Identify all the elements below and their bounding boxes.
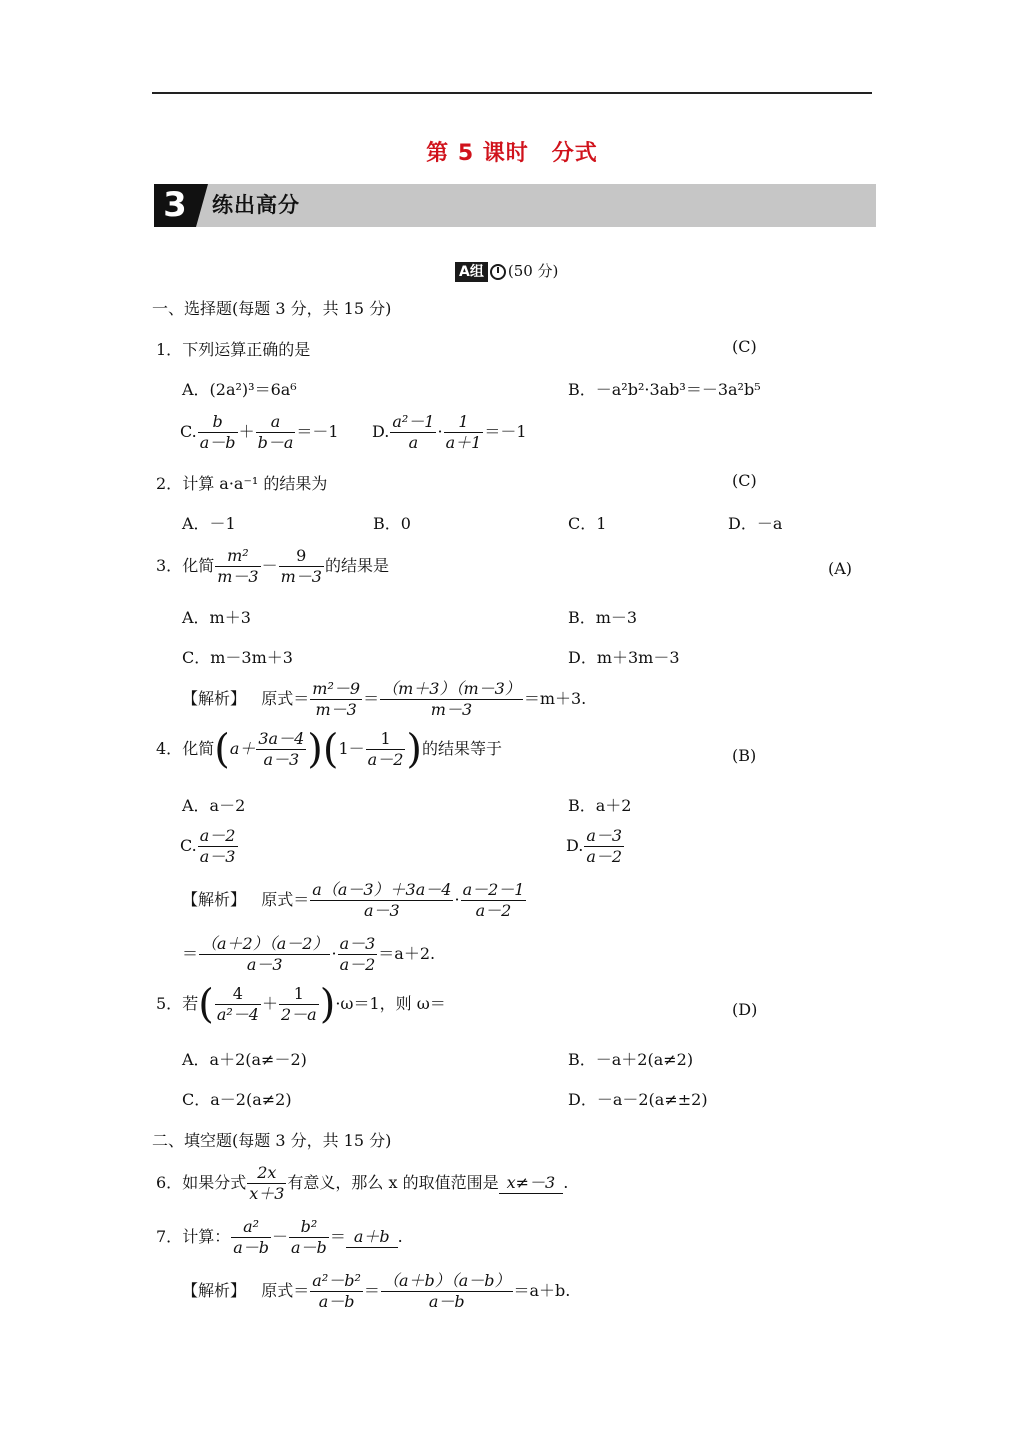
fraction: $\frac{\text{a²－1}}{a}$ [392,412,435,452]
fraction: $\frac{\text{m²}}{m-3}$ [217,546,259,586]
answer-4: (B) [732,746,757,765]
solution-label: 【解析】 [182,1281,247,1300]
answer-5: (D) [732,1000,758,1019]
q4-solution-line2 [182,934,435,975]
q5-option-b: B．－a＋2(a≠2) [568,1050,694,1069]
solution-label: 【解析】 [182,689,247,708]
question-number: 3． [156,556,183,575]
stem-text: 化简 [182,556,215,575]
stem-text: 的结果是 [324,556,389,575]
dot-operator: · [454,890,460,909]
solution-text: ＝a＋b. [513,1281,571,1300]
answer-blank: a＋b [346,1224,398,1248]
question-2 [156,471,327,494]
stem-text: 若 [182,994,199,1013]
solution-text: 原式＝ [261,890,310,909]
q2-option-a: A．－1 [182,514,236,533]
stem-text: 如果分式 [182,1173,247,1192]
question-number: 4． [156,739,183,758]
q2-option-c: C．1 [568,514,607,533]
q1-option-d [372,412,527,453]
stem-text: ·ω＝1，则 ω＝ [335,994,446,1013]
solution-text: ＝m＋3. [523,689,587,708]
question-number: 6． [156,1173,183,1192]
q3-option-c: C．m－3m＋3 [182,648,293,667]
q1-option-c [180,412,339,453]
q3-option-b: B．m－3 [568,608,638,627]
solution-text: 原式＝ [261,1281,310,1300]
fraction: $\frac{a-3}{a-2}$ [586,826,623,866]
fraction: $\frac{\text{a²－b²}}{a-b}$ [312,1271,361,1311]
solution-text: ＝a＋2. [378,944,436,963]
section-heading-choice: 一、选择题(每题 3 分，共 15 分) [152,299,392,318]
fraction: $\frac{a}{b-a}$ [257,412,294,452]
fraction: $\frac{4}{\text{a²－4}}$ [216,984,259,1024]
q3-option-a: A．m＋3 [182,608,251,627]
fraction: $\frac{9}{m-3}$ [280,546,322,586]
group-label [455,260,558,282]
stem-text: 化简 [182,739,215,758]
option-label: C. [180,422,197,441]
q2-option-b: B．0 [373,514,411,533]
option-label: D. [566,836,584,855]
answer-blank: x≠－3 [499,1170,564,1194]
question-number: 5． [156,994,183,1013]
fraction: $\frac{1}{a+1}$ [445,412,482,452]
question-6: 6．如果分式 $\frac{2x}{x+3}$ 有意义，那么 x 的取值范围是 x≠－3 . [156,1163,569,1203]
question-stem: 计算 a·a⁻¹ 的结果为 [182,474,328,493]
stem-text: 有意义，那么 x 的取值范围是 [287,1173,499,1192]
solution-text: 原式＝ [261,689,310,708]
q2-option-d: D．－a [728,514,783,533]
solution-label: 【解析】 [182,890,247,909]
fraction: $\frac{a-2-1}{a-2}$ [462,880,525,920]
question-5: 5．若( $\frac{4}{\text{a²－4}}$ ＋ $\frac{1}{2-a}$ )·ω＝1，则 ω＝ [156,981,446,1028]
equals-sign: ＝ [363,689,380,708]
q5-option-c: C．a－2(a≠2) [182,1090,292,1109]
fraction: $\frac{a(a-3)+3a-4}{a-3}$ [312,880,452,920]
fraction: $\frac{a-3}{a-2}$ [339,934,376,974]
q5-option-d: D．－a－2(a≠±2) [568,1090,708,1109]
q4-option-b: B．a＋2 [568,796,632,815]
q3-option-d: D．m＋3m－3 [568,648,680,667]
question-7: 7．计算： $\frac{\text{a²}}{a-b}$ － $\frac{\text{b²}}{a-b}$ ＝ a＋b . [156,1217,403,1257]
fraction: $\frac{\text{m²－9}}{m-3}$ [312,679,361,719]
solution-text: ＝ [182,944,199,963]
banner-notch [196,184,208,227]
stem-text: 计算： [182,1227,231,1246]
clock-icon [490,264,506,280]
question-number: 7． [156,1227,183,1246]
question-stem: 下列运算正确的是 [182,340,311,359]
answer-1: (C) [732,337,757,356]
fraction: $\frac{3a-4}{a-3}$ [258,729,305,769]
q4-solution [182,880,527,921]
expression-rest: ＝－1 [296,422,339,441]
plus-sign: ＋ [238,422,255,441]
fraction: $\frac{\text{a²}}{a-b}$ [233,1217,269,1257]
expression-rest: ＝－1 [484,422,527,441]
question-4: 4．化简(a＋ $\frac{3a-4}{a-3}$ )(1－ $\frac{1}{a-2}$ )的结果等于 [156,726,503,773]
section-banner [154,184,876,227]
fraction: $\frac{(a+2)(a-2)}{a-3}$ [201,934,329,974]
fraction: $\frac{b}{a-b}$ [199,412,236,452]
q4-option-d [566,826,625,867]
banner-number: 3 [154,184,196,227]
fraction: $\frac{1}{2-a}$ [280,984,317,1024]
group-badge: A组 [455,262,488,282]
page-title: 第 5 课时 分式 [426,141,598,166]
fraction: $\frac{2x}{x+3}$ [249,1163,285,1203]
fraction: $\frac{1}{a-2}$ [367,729,404,769]
q4-option-a: A．a－2 [182,796,246,815]
q4-option-c [180,826,239,867]
option-label: C. [180,836,197,855]
group-score: (50 分) [507,262,559,280]
dot-operator: · [331,944,337,963]
q1-option-b: B．－a²b²·3ab³＝－3a²b⁵ [568,380,761,399]
fraction: $\frac{\text{b²}}{a-b}$ [291,1217,327,1257]
fraction: $\frac{(a+b)(a-b)}{a-b}$ [382,1271,511,1311]
question-3 [156,546,389,587]
question-1 [156,337,310,360]
stem-text: 的结果等于 [422,739,503,758]
question-number: 2． [156,474,183,493]
fraction: $\frac{(m+3)(m-3)}{m-3}$ [382,679,521,719]
q3-solution [182,679,586,720]
banner-text: 练出高分 [212,193,300,217]
q5-option-a: A．a＋2(a≠－2) [182,1050,307,1069]
minus-sign: － [261,556,278,575]
answer-3: (A) [828,559,853,578]
option-label: D. [372,422,390,441]
question-number: 1． [156,340,183,359]
q1-option-a: A．(2a²)³＝6a⁶ [182,380,297,399]
answer-2: (C) [732,471,757,490]
dot-operator: · [437,422,443,441]
section-heading-fill: 二、填空题(每题 3 分，共 15 分) [152,1131,392,1150]
header-rule [152,92,872,94]
q7-solution: 【解析】 原式＝ $\frac{\text{a²－b²}}{a-b}$ ＝ $\frac{(a+b)(a-b)}{a-b}$ ＝a＋b. [182,1271,571,1311]
fraction: $\frac{a-2}{a-3}$ [199,826,236,866]
